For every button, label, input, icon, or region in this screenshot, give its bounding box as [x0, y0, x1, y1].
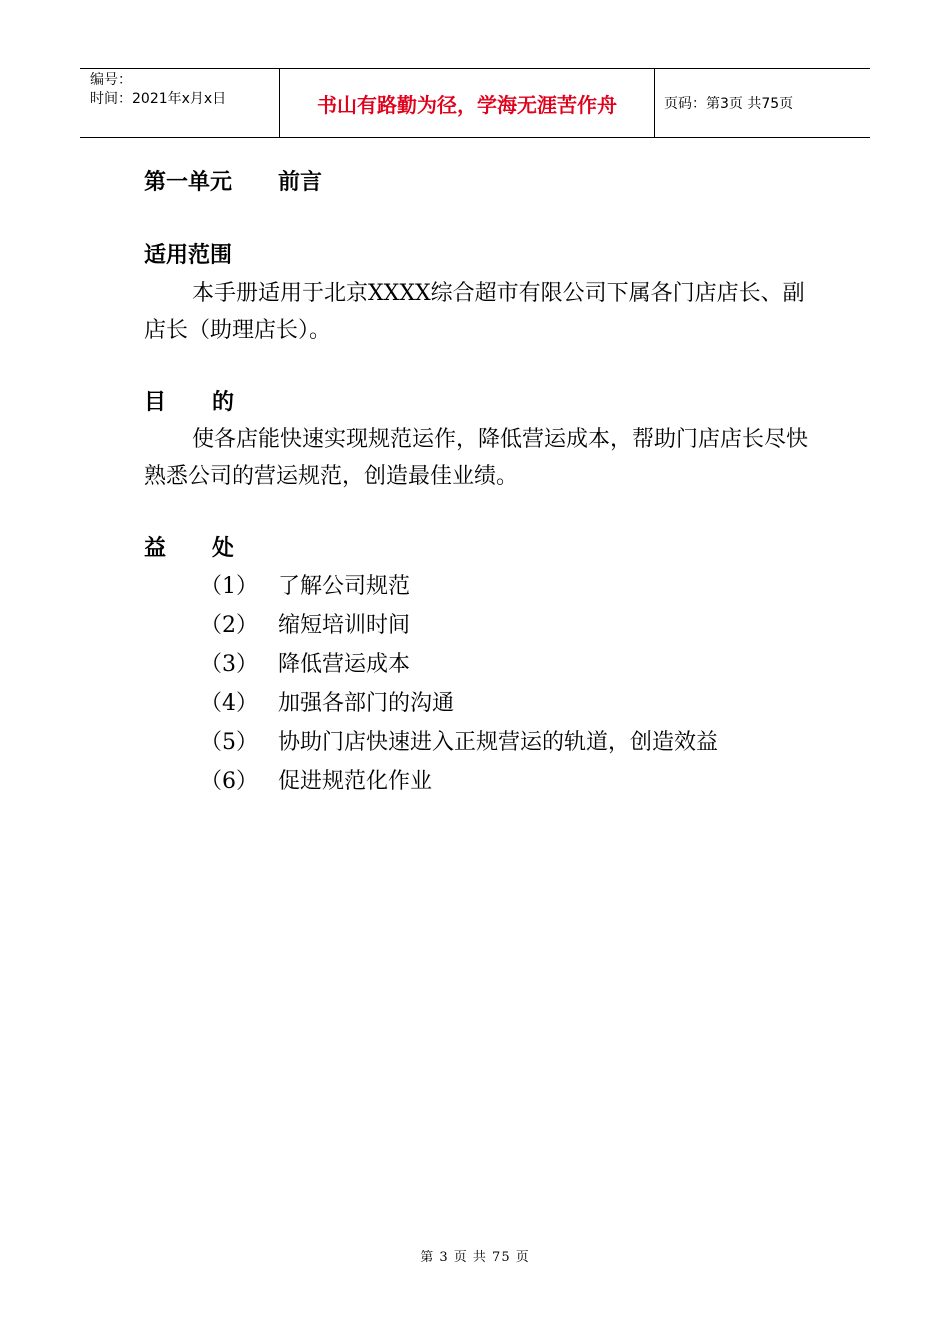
- item-number: （3）: [200, 652, 258, 677]
- item-text: 了解公司规范: [278, 574, 411, 599]
- header-motto: 书山有路勤为径，学海无涯苦作舟: [280, 69, 655, 137]
- scope-paragraph: [144, 275, 814, 349]
- item-text: 促进规范化作业: [278, 769, 433, 794]
- list-item: [200, 567, 718, 606]
- list-item: [200, 723, 718, 762]
- scope-text: 本手册适用于北京XXXX综合超市有限公司下属各门店店长、副店长（助理店长）。: [144, 281, 805, 343]
- header-meta: [80, 69, 280, 137]
- item-text: 协助门店快速进入正规营运的轨道，创造效益: [278, 730, 719, 755]
- purpose-text: 使各店能快速实现规范运作，降低营运成本，帮助门店店长尽快熟悉公司的营运规范，创造最佳业绩。: [144, 427, 809, 489]
- item-text: 降低营运成本: [278, 652, 411, 677]
- item-number: （4）: [200, 691, 258, 716]
- list-item: [200, 684, 718, 723]
- list-item: [200, 762, 718, 801]
- purpose-heading: 目 的: [144, 390, 234, 415]
- list-item: [200, 645, 718, 684]
- header-page-info: 页码：第3页 共75页: [664, 96, 794, 112]
- unit-title: 第一单元 前言: [144, 170, 322, 195]
- purpose-paragraph: [144, 421, 814, 495]
- item-number: （6）: [200, 769, 258, 794]
- item-number: （2）: [200, 613, 258, 638]
- page-footer: 第 3 页 共 75 页: [420, 1250, 530, 1265]
- list-item: [200, 606, 718, 645]
- benefits-list: [200, 567, 718, 801]
- benefits-heading: 益 处: [144, 536, 234, 561]
- page-header: [80, 68, 870, 138]
- time-label: 时间：2021年x月x日: [90, 91, 227, 107]
- scope-heading: 适用范围: [144, 243, 233, 268]
- item-number: （5）: [200, 730, 258, 755]
- code-label: 编号：: [90, 72, 132, 88]
- item-text: 加强各部门的沟通: [278, 691, 455, 716]
- item-text: 缩短培训时间: [278, 613, 411, 638]
- item-number: （1）: [200, 574, 258, 599]
